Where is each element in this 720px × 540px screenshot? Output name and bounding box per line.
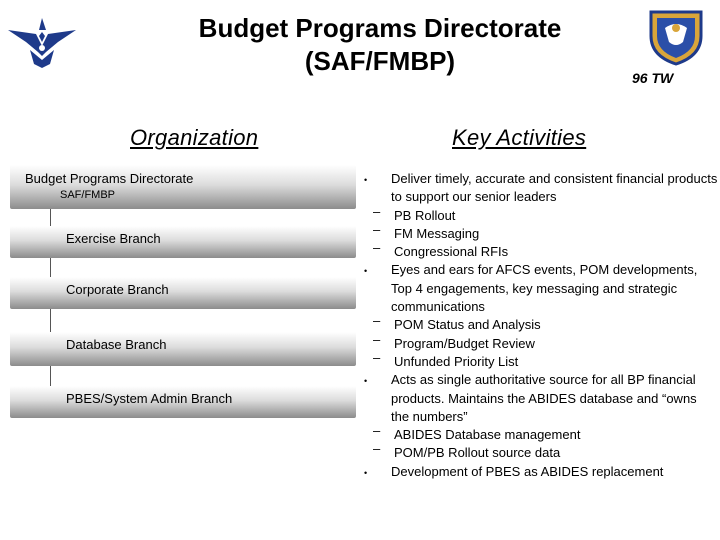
activity-sub-text: PB Rollout [394, 207, 456, 223]
activity-sub-text: Congressional RFIs [394, 244, 509, 260]
activity-item [362, 463, 718, 481]
activity-text: Acts as single authoritative source for all BP financial products. Maintains the ABIDES database and “owns the numbers” [391, 372, 697, 424]
activity-sub-item [362, 331, 718, 353]
bullet-icon: • [364, 467, 368, 478]
org-box-label: Exercise Branch [66, 231, 161, 246]
activity-item [362, 170, 718, 207]
activity-sub-text: POM/PB Rollout source data [394, 445, 561, 461]
page-title [120, 12, 640, 78]
air-force-wings-logo [6, 12, 78, 72]
activity-sub-item [362, 221, 718, 243]
bullet-icon: • [364, 376, 368, 387]
key-activities-list [362, 170, 718, 481]
dash-icon: – [373, 313, 381, 329]
dash-icon: – [373, 221, 381, 237]
96-tw-eagle-shield-patch [645, 6, 707, 66]
activity-sub-item [362, 203, 718, 225]
activity-sub-text: Program/Budget Review [394, 335, 535, 351]
activity-sub-text: POM Status and Analysis [394, 317, 541, 333]
org-box-label: Budget Programs Directorate [25, 171, 194, 186]
dash-icon: – [373, 441, 381, 457]
bullet-icon: • [364, 175, 368, 185]
organization-heading: Organization [130, 125, 259, 150]
title-line-2: (SAF/FMBP) [304, 46, 456, 76]
key-activities-heading: Key Activities [452, 125, 587, 150]
activity-sub-item [362, 349, 718, 371]
dash-icon: – [373, 423, 381, 439]
dash-icon: – [373, 349, 381, 365]
org-box-corporate-branch [10, 277, 356, 309]
activity-item [362, 261, 718, 316]
activity-sub-item [362, 313, 718, 334]
activity-sub-item [362, 423, 718, 444]
activity-text: Eyes and ears for AFCS events, POM developments, Top 4 engagements, key messaging and strategic communications [391, 262, 698, 315]
activity-sub-item [362, 441, 718, 462]
org-box-sublabel: SAF/FMBP [60, 189, 116, 201]
org-box-label: Corporate Branch [66, 282, 169, 297]
activity-sub-text: FM Messaging [394, 225, 480, 241]
dash-icon: – [373, 203, 381, 219]
org-box-database-branch [10, 332, 356, 366]
activity-item [362, 371, 718, 426]
bullet-icon: • [364, 266, 368, 277]
org-box-label: Database Branch [66, 337, 167, 352]
title-line-1: Budget Programs Directorate [198, 13, 562, 43]
activity-sub-text: Unfunded Priority List [394, 353, 519, 369]
activity-sub-item [362, 240, 718, 261]
org-box-label: PBES/System Admin Branch [66, 391, 233, 406]
activity-text: Development of PBES as ABIDES replacement [391, 463, 664, 479]
dash-icon: – [373, 240, 381, 256]
dash-icon: – [373, 331, 381, 347]
unit-label: 96 TW [632, 70, 674, 86]
activity-text: Deliver timely, accurate and consistent financial products to support our senior leaders [391, 171, 718, 205]
org-box-pbes-branch [10, 386, 356, 418]
activity-sub-text: ABIDES Database management [394, 427, 581, 443]
org-box-directorate [10, 165, 356, 209]
org-box-exercise-branch [10, 226, 356, 258]
